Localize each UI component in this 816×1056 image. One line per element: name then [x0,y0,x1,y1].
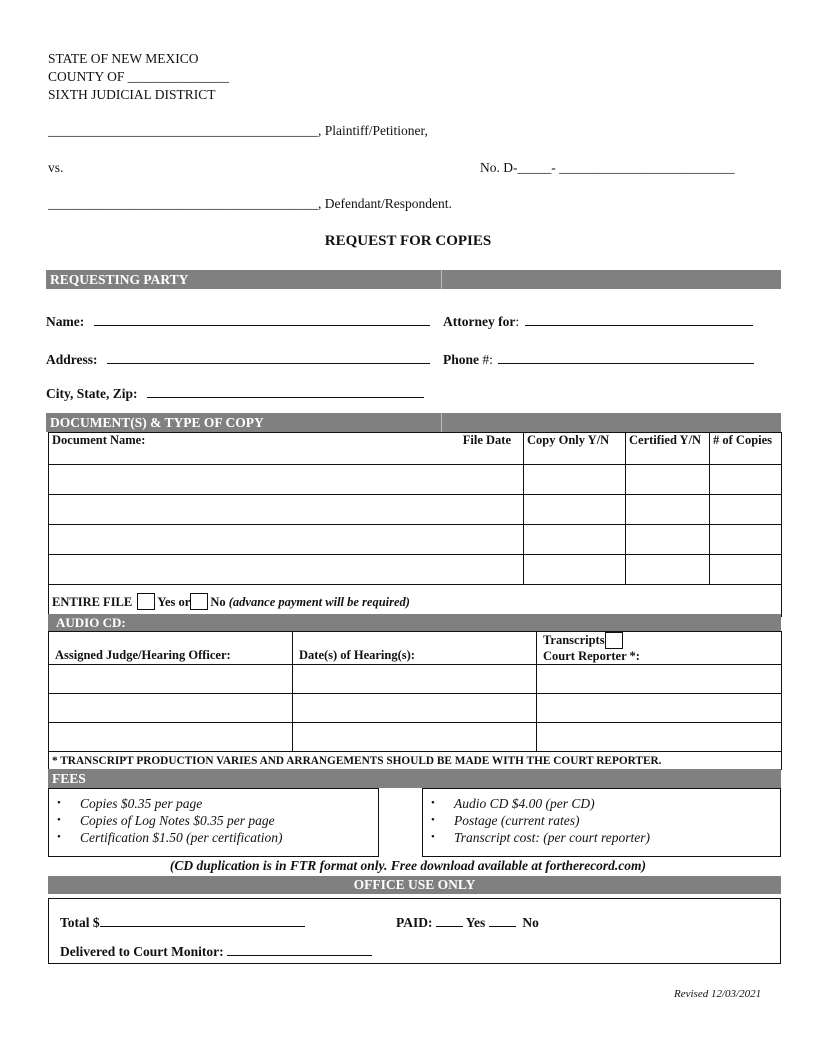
table-row[interactable] [49,694,782,723]
name-input[interactable] [94,313,430,326]
delivered-field[interactable] [60,943,372,960]
state-label: STATE OF NEW MEXICO [48,51,199,66]
fees-bar [48,769,781,788]
phone-label: Phone [443,352,480,367]
fee-log-notes: • Copies of Log Notes $0.35 per page [55,812,378,829]
entire-file-row [49,585,782,617]
attorney-label: Attorney for [443,314,516,329]
total-input[interactable] [100,914,305,927]
city-input[interactable] [147,385,424,398]
page-title: REQUEST FOR COPIES [324,233,492,249]
entire-file-yes-checkbox[interactable] [137,593,155,610]
city-label: City, State, Zip: [46,386,138,401]
dates-header: Date(s) of Hearing(s): [293,632,537,665]
fee-postage: • Postage (current rates) [429,812,780,829]
requesting-party-bar [46,270,781,289]
paid-label: PAID: [396,915,433,930]
revised-date: Revised 12/03/2021 [674,988,762,1000]
total-field[interactable] [60,914,305,931]
table-row[interactable] [49,723,782,752]
address-field[interactable] [46,351,430,368]
county-label: COUNTY OF _______________ [48,69,230,84]
vs-label: vs. [48,160,64,175]
office-use-label: OFFICE USE ONLY [353,877,476,892]
transcript-note: * TRANSCRIPT PRODUCTION VARIES AND ARRANGEMENTS SHOULD BE MADE WITH THE COURT REPORTER. [49,752,782,770]
paid-no-blank[interactable] [489,914,516,927]
certified-header: Certified Y/N [626,433,710,465]
audio-cd-table [48,631,782,770]
name-label: Name: [46,314,85,329]
fee-certification: • Certification $1.50 (per certification) [55,829,378,846]
transcript-note-row [49,752,782,770]
audio-header-row [49,632,782,665]
case-no-label: No. D- [480,160,518,175]
paid-field[interactable] [396,914,539,931]
entire-file-no-checkbox[interactable] [190,593,208,610]
audio-cd-bar [48,614,781,631]
defendant-line[interactable]: ________________________________________, Defendant/Respondent. [48,196,452,211]
name-field[interactable] [46,313,430,330]
paid-yes-label: Yes [465,915,486,930]
table-row[interactable] [49,525,782,555]
phone-input[interactable] [498,351,754,364]
file-date-header: File Date [462,433,511,447]
court-reporter-label: Court Reporter *: [543,649,640,663]
address-input[interactable] [107,351,430,364]
fees-left-box [48,788,379,857]
delivered-input[interactable] [227,943,372,956]
paid-no-label: No [522,915,539,930]
table-row[interactable] [49,465,782,495]
case-number[interactable] [480,160,735,176]
attorney-field[interactable]: Attorney for: [443,313,753,330]
documents-label: DOCUMENT(S) & TYPE OF COPY [50,415,264,430]
documents-bar [46,413,781,432]
total-label: Total $ [60,915,100,930]
phone-hash: #: [479,352,493,367]
attorney-input[interactable] [525,313,753,326]
judge-header: Assigned Judge/Hearing Officer: [49,632,293,665]
entire-file-label: ENTIRE FILE [52,595,133,609]
fee-audio-cd: • Audio CD $4.00 (per CD) [429,795,780,812]
advance-payment-note: (advance payment will be required) [228,595,410,609]
address-label: Address: [46,352,98,367]
fee-transcript: • Transcript cost: (per court reporter) [429,829,780,846]
yes-or-label: Yes or [157,595,191,609]
fee-copies: • Copies $0.35 per page [55,795,378,812]
transcripts-label: Transcripts [543,633,605,647]
delivered-label: Delivered to Court Monitor: [60,944,224,959]
copy-only-header: Copy Only Y/N [524,433,626,465]
copies-header: # of Copies [710,433,782,465]
table-row[interactable] [49,495,782,525]
documents-table [48,432,782,617]
documents-header-row [49,433,782,465]
district-label: SIXTH JUDICIAL DISTRICT [48,87,216,102]
transcripts-checkbox[interactable] [605,632,623,649]
court-header [48,50,229,104]
phone-field[interactable] [443,351,754,368]
fees-label: FEES [52,771,86,786]
office-use-box [48,898,781,964]
case-no-blank[interactable]: _____- __________________________ [517,160,735,175]
plaintiff-line[interactable]: ________________________________________, Plaintiff/Petitioner, [48,123,428,138]
doc-name-header: Document Name: [52,433,146,447]
cd-duplication-note: (CD duplication is in FTR format only. Free download available at fortherecord.com) [169,858,647,873]
requesting-party-label: REQUESTING PARTY [50,272,189,287]
office-use-bar [48,876,781,894]
table-row[interactable] [49,665,782,694]
fees-right-box [422,788,781,857]
table-row[interactable] [49,555,782,585]
city-field[interactable] [46,385,424,402]
paid-yes-blank[interactable] [436,914,463,927]
audio-cd-label: AUDIO CD: [56,615,126,630]
no-label: No [210,595,226,609]
